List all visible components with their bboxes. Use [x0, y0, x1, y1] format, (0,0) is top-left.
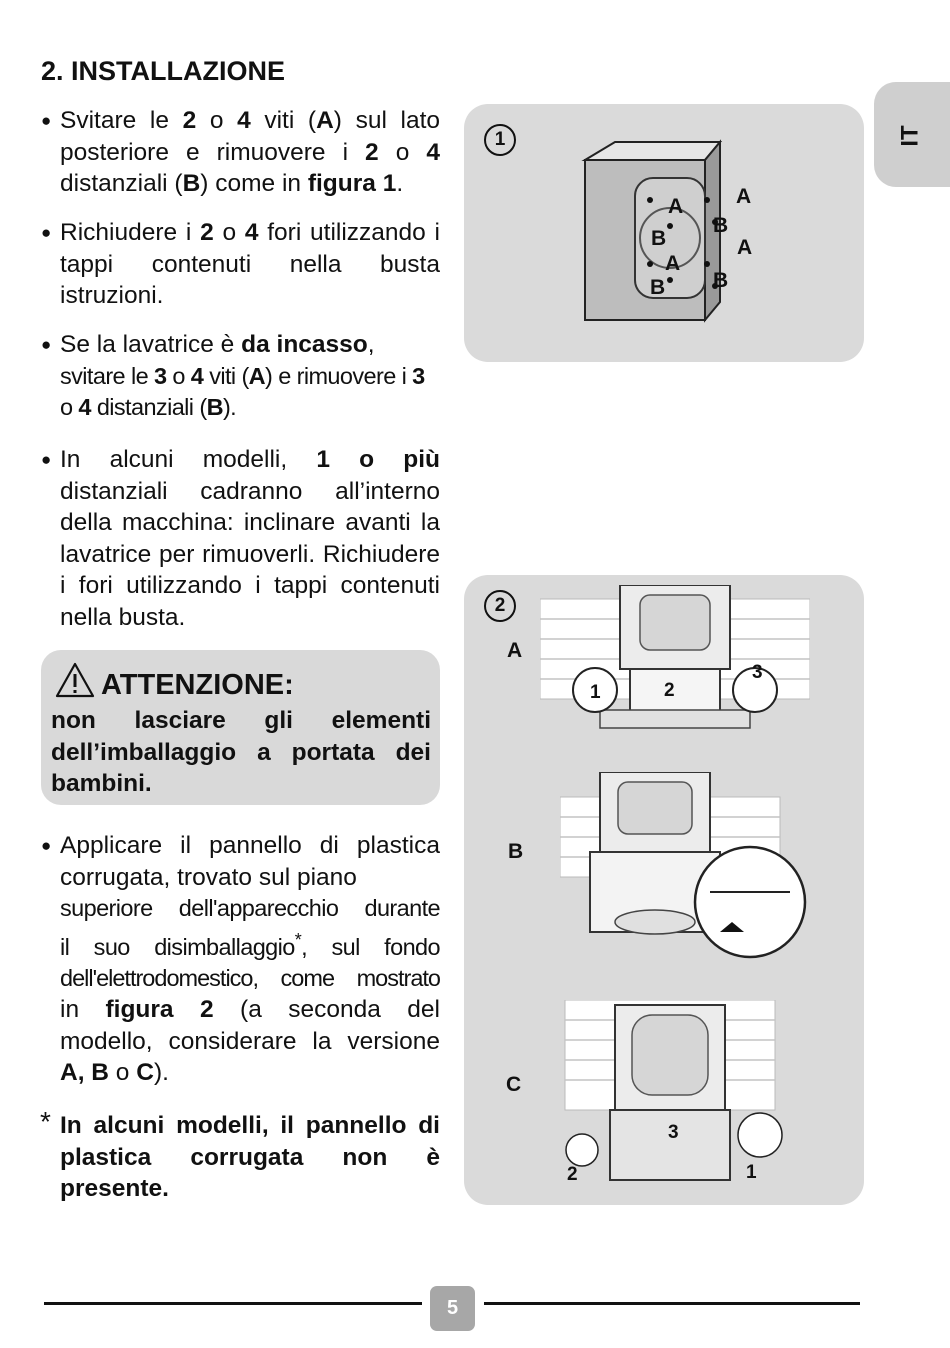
version-a-illustration — [540, 585, 810, 745]
bullet-icon: ● — [41, 223, 52, 242]
figure-1-label-a: A — [737, 236, 753, 259]
figure-2c-callout-3: 3 — [668, 1122, 679, 1143]
paragraph-apply-panel: Applicare il pannello di plastica corrugata, trovato sul piano superiore dell'apparecchio durante il suo disimballaggio*, sul fondo dell'elettrodomestico, come mostrato in figura 2 (a seconda del modello, considerare la versione A, B o C). — [60, 832, 440, 1087]
figure-2a-callout-3: 3 — [752, 662, 763, 683]
paragraph-close-holes: Richiudere i 2 o 4 fori utilizzando i tappi contenuti nella busta istruzioni. — [60, 219, 440, 309]
figure-1-label-b: B — [713, 214, 729, 237]
figure-1-label-b: B — [650, 276, 666, 299]
warning-text: non lasciare gli elementi dell’imballaggio a portata dei bambini. — [51, 707, 431, 797]
paragraph-fallen-spacers: In alcuni modelli, 1 o più distanziali cadranno all’interno della macchina: inclinare avanti la lavatrice per rimuoverli. Richiudere i fori utilizzando i tappi contenuti nella busta. — [60, 446, 440, 631]
figure-2c-callout-2: 2 — [567, 1164, 578, 1185]
paragraph-remove-screws: Svitare le 2 o 4 viti (A) sul lato posteriore e rimuovere i 2 o 4 distanziali (B) come in figura 1. — [60, 107, 441, 197]
language-code: IT — [896, 125, 924, 147]
figure-2-version-c: C — [506, 1073, 522, 1096]
footnote-star: * — [40, 1106, 51, 1137]
warning-triangle-icon — [55, 662, 95, 698]
bullet-icon: ● — [41, 335, 52, 354]
figure-1-label-b: B — [651, 227, 667, 250]
figure-2c-callout-1: 1 — [746, 1162, 757, 1183]
warning-title: ATTENZIONE: — [101, 669, 294, 701]
bullet-icon: ● — [41, 836, 52, 855]
bullet-icon: ● — [41, 111, 52, 130]
figure-2a-callout-2: 2 — [664, 680, 675, 701]
figure-1-number: 1 — [484, 124, 516, 156]
paragraph-built-in: Se la lavatrice è da incasso, svitare le 3 o 4 viti (A) e rimuovere i 3 o 4 distanziali (B). — [60, 331, 425, 420]
language-tab — [874, 82, 950, 187]
section-title: 2. INSTALLAZIONE — [41, 56, 286, 86]
footer-rule-left — [44, 1302, 422, 1305]
bullet-icon: ● — [41, 450, 52, 469]
figure-1-label-a: A — [665, 252, 681, 275]
figure-2-version-b: B — [508, 840, 524, 863]
figure-2a-callout-1: 1 — [590, 682, 601, 703]
page-number: 5 — [430, 1286, 475, 1331]
washing-machine-rear-illustration — [575, 130, 775, 330]
footnote-text: In alcuni modelli, il pannello di plastica corrugata non è presente. — [60, 1112, 440, 1202]
footer-rule-right — [484, 1302, 860, 1305]
figure-1-label-b: B — [713, 269, 729, 292]
figure-1-label-a: A — [668, 195, 684, 218]
version-b-illustration — [560, 772, 810, 972]
figure-1-label-a: A — [736, 185, 752, 208]
version-c-illustration — [560, 1000, 810, 1190]
figure-2-number: 2 — [484, 590, 516, 622]
figure-2-version-a: A — [507, 639, 523, 662]
